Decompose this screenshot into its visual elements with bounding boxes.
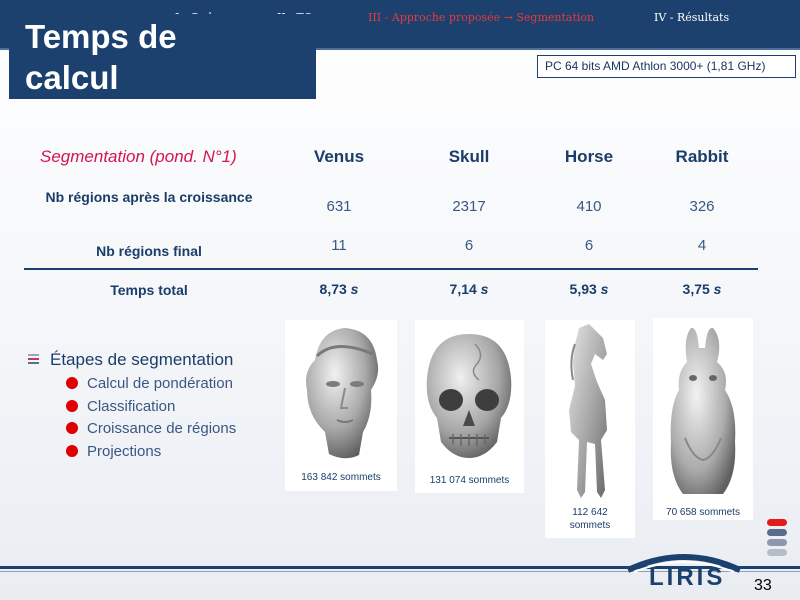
red-dot-icon (66, 445, 78, 457)
table-cell: 410 (576, 198, 602, 215)
column-header-horse: Horse (564, 147, 614, 166)
rabbit-model-image (653, 318, 753, 520)
table-cell-time: 3,75 s (682, 281, 722, 297)
red-dot-icon (66, 400, 78, 412)
red-dot-icon (66, 377, 78, 389)
list-item: Projections (66, 443, 161, 460)
venus-head-icon (285, 320, 397, 491)
list-item: Calcul de pondération (66, 375, 233, 392)
column-header-rabbit: Rabbit (675, 147, 729, 166)
table-cell-time: 8,73 s (319, 281, 359, 297)
skull-model-image (415, 320, 524, 493)
horse-model-image (545, 320, 635, 538)
table-divider (24, 268, 758, 270)
table-cell: 2317 (452, 198, 486, 215)
list-item: Classification (66, 398, 175, 415)
row-label-regions-croissance: Nb régions après la croissance (45, 189, 253, 205)
venus-model-image (285, 320, 397, 491)
table-cell: 326 (689, 198, 715, 215)
liris-logo: LIRIS (649, 564, 726, 591)
venus-caption: 163 842 sommets (301, 472, 381, 483)
slide-stack-icon (767, 519, 789, 559)
table-corner-label: Segmentation (pond. N°1) (40, 147, 237, 166)
table-cell: 631 (326, 198, 352, 215)
nav-item-resultats[interactable]: IV - Résultats (654, 11, 730, 24)
column-header-skull: Skull (448, 147, 490, 166)
row-label-regions-final: Nb régions final (96, 243, 202, 259)
table-cell-time: 5,93 s (569, 281, 609, 297)
horse-caption: 112 642 sommets (569, 507, 611, 531)
rabbit-caption: 70 658 sommets (666, 507, 740, 518)
skull-caption: 131 074 sommets (429, 475, 510, 486)
row-label-temps-total: Temps total (110, 282, 188, 298)
rabbit-icon (653, 318, 753, 520)
table-cell-time: 7,14 s (449, 281, 489, 297)
page-number: 33 (754, 577, 772, 594)
steps-title: Étapes de segmentation (50, 350, 234, 369)
hardware-info-box: PC 64 bits AMD Athlon 3000+ (1,81 GHz) (537, 55, 796, 78)
table-cell: 4 (697, 237, 707, 254)
table-cell: 6 (584, 237, 594, 254)
list-bullet-icon (28, 354, 39, 368)
slide-title: Temps de calcul (25, 18, 177, 96)
column-header-venus: Venus (313, 147, 365, 166)
table-cell: 11 (331, 237, 347, 254)
nav-item-approche-active[interactable]: III - Approche proposée → Segmentation (368, 11, 595, 24)
red-dot-icon (66, 422, 78, 434)
list-item: Croissance de régions (66, 420, 236, 437)
skull-icon (415, 320, 524, 493)
table-cell: 6 (464, 237, 474, 254)
